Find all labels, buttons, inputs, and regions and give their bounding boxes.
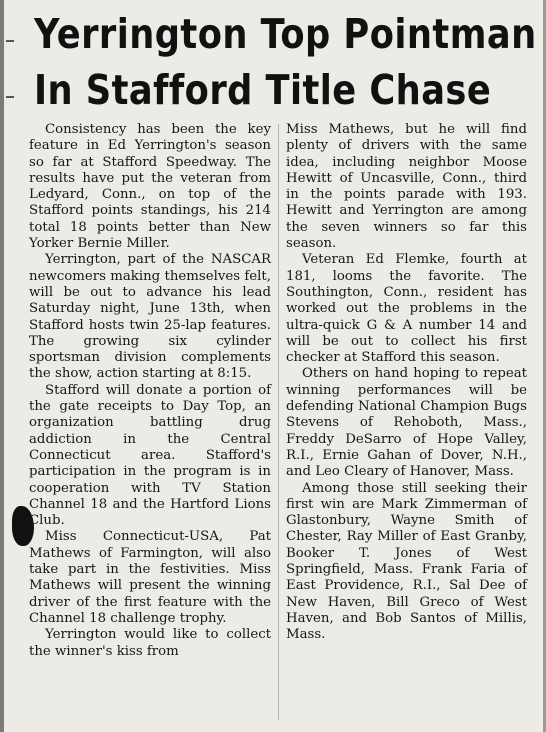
paragraph: Yerrington, part of the NASCAR newcomers making themselves felt, will be out to advance his lead Saturday night, June 13th, when Stafford hosts twin 25-lap features. The growing six cylinder sportsman division complements the show, action starting at 8:15. [29, 252, 271, 382]
paragraph: Veteran Ed Flemke, fourth at 181, looms the favorite. The Southington, Conn., resident has worked out the problems in the ultra-quick G & A number 14 and will be out to collect his first checker at Stafford this season. [286, 252, 527, 366]
scan-mark [6, 96, 14, 98]
scan-mark [6, 40, 14, 42]
article-column-left [29, 122, 271, 660]
headline-line-1: Yerrington Top Pointman [34, 10, 537, 58]
paragraph: Others on hand hoping to repeat winning performances will be defending National Champion Bugs Stevens of Rehoboth, Mass., Freddy DeSarro of Hope Valley, R.I., Ernie Gahan of Dover, N.H., and Leo Cleary of Hanover, Mass. [286, 366, 527, 480]
headline-line-2: In Stafford Title Chase [34, 66, 492, 114]
headline [34, 6, 537, 118]
paragraph: Yerrington would like to collect the winner's kiss from [29, 627, 271, 659]
paragraph: Stafford will donate a portion of the gate receipts to Day Top, an organization battling drug addiction in the Central Connecticut area. Stafford's participation in the program is in cooperation with TV Station Channel 18 and the Hartford Lions Club. [29, 382, 271, 529]
paragraph: Miss Connecticut-USA, Pat Mathews of Farmington, will also take part in the festivities. Miss Mathews will present the winning driver of the first feature with the Channel 18 challenge trophy. [29, 529, 271, 626]
paragraph: Among those still seeking their first win are Mark Zimmerman of Glastonbury, Wayne Smith of Chester, Ray Miller of East Granby, Booker T. Jones of West Springfield, Mass. Frank Faria of East Providence, R.I., Sal Dee of New Haven, Bill Greco of West Haven, and Bob Santos of Millis, Mass. [286, 480, 527, 643]
paragraph: Miss Mathews, but he will find plenty of drivers with the same idea, including neighbor Moose Hewitt of Uncasville, Conn., third in the points parade with 193. Hewitt and Yerrington are among the seven winners so far this season. [286, 122, 527, 252]
paragraph: Consistency has been the key feature in Ed Yerrington's season so far at Stafford Speedway. The results have put the veteran from Ledyard, Conn., on top of the Stafford points standings, his 214 total 18 points better than New Yorker Bernie Miller. [29, 122, 271, 252]
column-divider [278, 124, 279, 720]
article-column-right [286, 122, 527, 644]
scan-edge-left [0, 0, 4, 732]
